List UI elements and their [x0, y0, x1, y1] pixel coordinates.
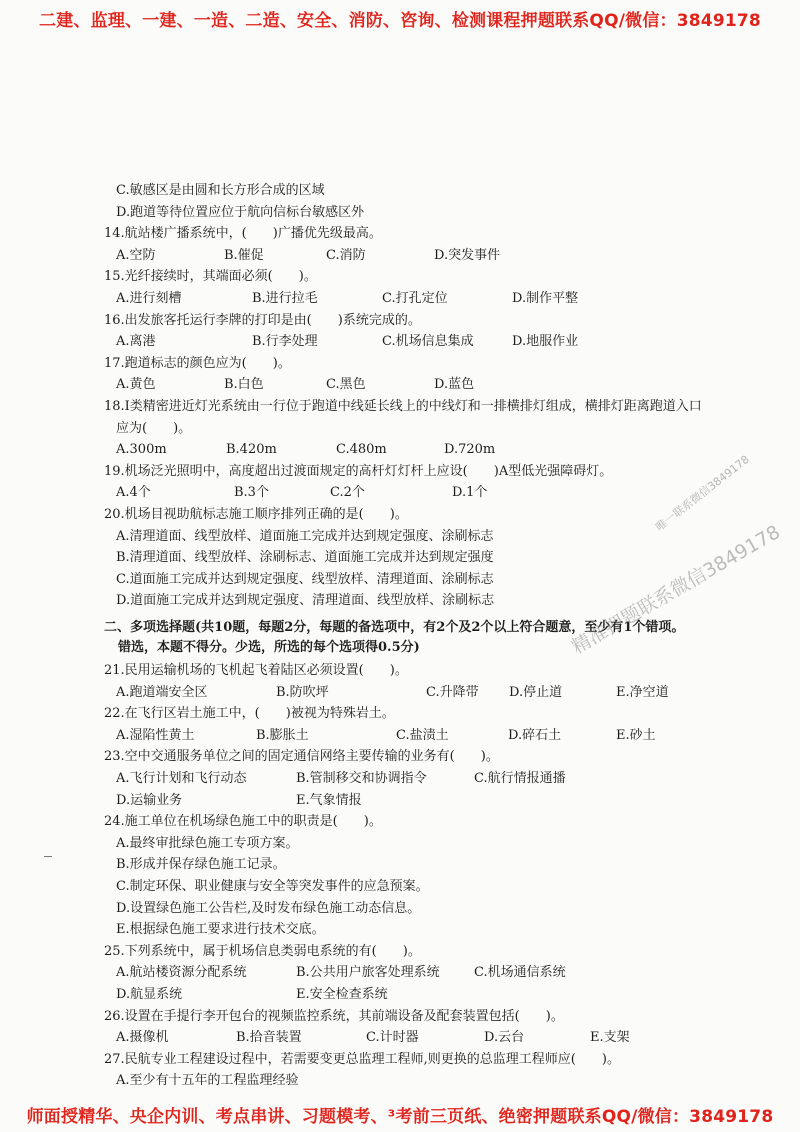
- question-line: 17.跑道标志的颜色应为( )。: [104, 355, 291, 371]
- header-banner: 二建、监理、一建、一造、二造、安全、消防、咨询、检测课程押题联系QQ/微信：3849178: [39, 11, 761, 31]
- option-label: B.420m: [226, 442, 277, 458]
- question-line: 25.下列系统中，属于机场信息类弱电系统的有( )。: [104, 943, 421, 959]
- option-label: B.进行拉毛: [252, 291, 318, 306]
- question-line: E.根据绿色施工要求进行技术交底。: [116, 922, 325, 938]
- watermark-large: 精准押题联系微信3849178: [568, 521, 784, 659]
- option-label: C.黑色: [326, 377, 366, 393]
- option-label: B.公共用户旅客处理系统: [296, 965, 440, 981]
- option-label: B.行李处理: [252, 334, 318, 350]
- question-line: 14.航站楼广播系统中，( )广播优先级最高。: [104, 226, 382, 242]
- option-label: E.支架: [590, 1030, 630, 1046]
- option-label: B.白色: [224, 377, 264, 393]
- option-label: D.制作平整: [512, 291, 579, 306]
- option-label: E.净空道: [616, 684, 669, 700]
- question-line: D.设置绿色施工公告栏,及时发布绿色施工动态信息。: [116, 900, 421, 916]
- option-label: D.云台: [484, 1030, 525, 1046]
- option-label: A.黄色: [116, 377, 156, 393]
- option-label: C.航行情报通播: [474, 771, 566, 786]
- option-label: C.打孔定位: [382, 291, 448, 306]
- option-label: B.防吹坪: [276, 684, 329, 700]
- option-label: C.计时器: [366, 1030, 419, 1046]
- option-label: B.管制移交和协调指令: [296, 771, 427, 786]
- question-line: A.至少有十五年的工程监理经验: [116, 1073, 299, 1089]
- section-title-line2: 错选，本题不得分。少选，所选的每个选项得0.5分): [118, 640, 420, 655]
- option-label: B.拾音装置: [236, 1030, 302, 1046]
- option-label: B.3个: [234, 485, 269, 501]
- option-label: C.480m: [336, 442, 387, 458]
- option-label: D.运输业务: [116, 792, 183, 808]
- option-label: E.气象情报: [296, 792, 362, 808]
- question-line: B.清理道面、线型放样、涂刷标志、道面施工完成并达到规定强度: [116, 550, 494, 566]
- question-line: 20.机场目视助航标志施工顺序排列正确的是( )。: [104, 507, 408, 522]
- option-label: A.4个: [116, 485, 151, 501]
- footer-banner: 师面授精华、央企内训、考点串讲、习题模考、³考前三页纸、绝密押题联系QQ/微信：3849178: [26, 1107, 774, 1127]
- question-line: B.形成并保存绿色施工记录。: [116, 857, 286, 873]
- question-line: 24.施工单位在机场绿色施工中的职责是( )。: [104, 814, 382, 830]
- option-label: A.飞行计划和飞行动态: [116, 771, 247, 786]
- option-label: C.消防: [326, 247, 366, 263]
- option-label: D.蓝色: [434, 377, 475, 393]
- option-label: C.机场信息集成: [382, 334, 474, 350]
- question-line: 27.民航专业工程建设过程中，若需要变更总监理工程师,则更换的总监理工程师应( )。: [104, 1051, 620, 1067]
- option-label: B.催促: [224, 247, 264, 263]
- option-label: C.2个: [330, 485, 365, 501]
- option-label: D.突发事件: [434, 247, 501, 263]
- question-line: 19.机场泛光照明中，高度超出过渡面规定的高杆灯灯杆上应设( )A型低光强障碍灯。: [104, 463, 613, 479]
- question-line: 22.在飞行区岩土施工中，( )被视为特殊岩土。: [104, 706, 395, 722]
- question-line: 15.光纤接续时，其端面必须( )。: [104, 269, 317, 285]
- option-label: D.航显系统: [116, 987, 183, 1002]
- option-label: D.地服作业: [512, 334, 579, 350]
- question-line: 23.空中交通服务单位之间的固定通信网络主要传输的业务有( )。: [104, 749, 499, 765]
- option-label: D.碎石土: [508, 727, 562, 743]
- option-label: D.停止道: [509, 684, 563, 700]
- question-line: C.制定环保、职业健康与安全等突发事件的应急预案。: [116, 879, 429, 894]
- option-label: A.湿陷性黄土: [116, 727, 195, 743]
- option-label: A.航站楼资源分配系统: [116, 965, 247, 981]
- question-line: C.道面施工完成并达到规定强度、线型放样、清理道面、涂刷标志: [116, 571, 494, 587]
- margin-mark: [44, 856, 52, 857]
- option-label: A.300m: [116, 442, 167, 458]
- watermark-small: 唯一联系微信3849178: [653, 452, 752, 534]
- option-label: E.安全检查系统: [296, 987, 388, 1002]
- option-label: E.砂土: [616, 727, 656, 743]
- question-line: A.最终审批绿色施工专项方案。: [116, 835, 299, 851]
- question-line: D.跑道等待位置应位于航向信标台敏感区外: [116, 204, 365, 220]
- option-label: A.空防: [116, 247, 156, 263]
- option-label: C.升降带: [426, 684, 479, 700]
- option-label: C.盐渍土: [396, 727, 449, 743]
- option-label: B.膨胀土: [256, 727, 309, 743]
- section-title-line1: 二、多项选择题(共10题，每题2分，每题的备选项中，有2个及2个以上符合题意，至少有1个错项。: [104, 620, 685, 635]
- option-label: A.摄像机: [116, 1030, 169, 1046]
- question-line: C.敏感区是由圆和长方形合成的区域: [116, 183, 325, 198]
- option-label: A.离港: [116, 334, 156, 350]
- question-line: 16.出发旅客托运行李牌的打印是由( )系统完成的。: [104, 312, 421, 328]
- option-label: D.720m: [444, 442, 496, 458]
- option-label: C.机场通信系统: [474, 965, 566, 981]
- option-label: A.跑道端安全区: [116, 684, 208, 700]
- option-label: D.1个: [452, 485, 488, 501]
- question-line: 应为( )。: [116, 420, 192, 436]
- question-line: A.清理道面、线型放样、道面施工完成并达到规定强度、涂刷标志: [116, 528, 494, 544]
- question-line: D.道面施工完成并达到规定强度、清理道面、线型放样、涂刷标志: [116, 593, 495, 609]
- option-label: A.进行刻槽: [116, 291, 182, 306]
- question-line: 18.I类精密进近灯光系统由一行位于跑道中线延长线上的中线灯和一排横排灯组成，横排灯距离跑道入口: [104, 399, 702, 414]
- question-line: 26.设置在手提行李开包台的视频监控系统，其前端设备及配套装置包括( )。: [104, 1008, 564, 1024]
- question-line: 21.民用运输机场的飞机起飞着陆区必须设置( )。: [104, 663, 408, 678]
